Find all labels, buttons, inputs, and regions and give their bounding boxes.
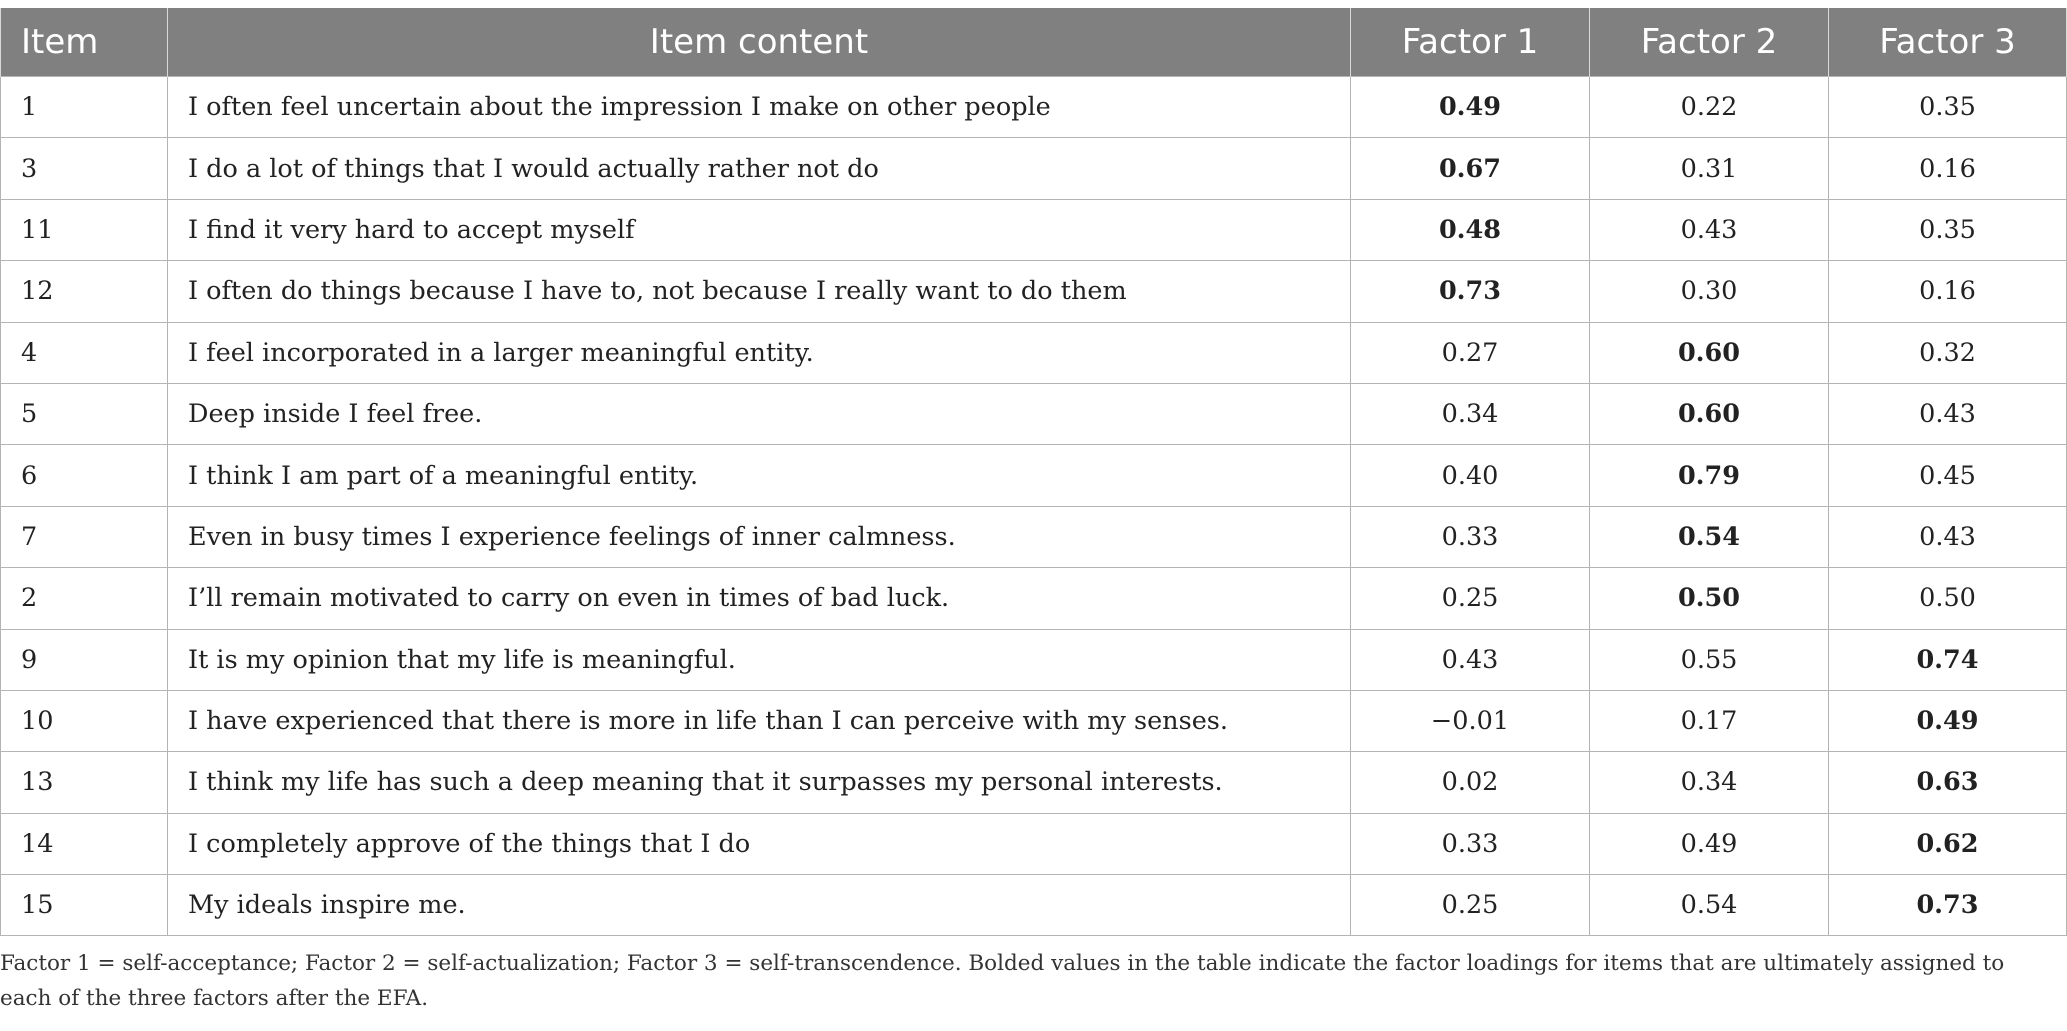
cell-factor-3: 0.16 [1829,138,2067,199]
cell-item-number: 7 [1,506,168,567]
cell-factor-3: 0.63 [1829,752,2067,813]
cell-factor-1: 0.43 [1351,629,1590,690]
cell-factor-1: 0.27 [1351,322,1590,383]
cell-factor-2: 0.54 [1590,506,1829,567]
cell-factor-1: 0.73 [1351,261,1590,322]
cell-factor-3: 0.49 [1829,690,2067,751]
cell-factor-2: 0.49 [1590,813,1829,874]
cell-item-content: I’ll remain motivated to carry on even in times of bad luck. [168,568,1351,629]
table-row [1,629,2067,690]
cell-item-number: 12 [1,261,168,322]
cell-item-number: 10 [1,690,168,751]
header-item-content: Item content [168,8,1351,77]
cell-factor-2: 0.31 [1590,138,1829,199]
cell-factor-2: 0.54 [1590,875,1829,936]
table-row [1,445,2067,506]
table-row [1,138,2067,199]
table-row [1,199,2067,260]
cell-item-number: 4 [1,322,168,383]
cell-item-content: Even in busy times I experience feelings of inner calmness. [168,506,1351,567]
cell-factor-3: 0.35 [1829,77,2067,138]
cell-item-number: 11 [1,199,168,260]
table-row [1,690,2067,751]
cell-item-content: Deep inside I feel free. [168,383,1351,444]
cell-factor-1: 0.25 [1351,568,1590,629]
cell-factor-2: 0.79 [1590,445,1829,506]
header-factor-3: Factor 3 [1829,8,2067,77]
table-row [1,813,2067,874]
cell-item-number: 9 [1,629,168,690]
cell-item-number: 2 [1,568,168,629]
cell-factor-3: 0.32 [1829,322,2067,383]
cell-item-number: 14 [1,813,168,874]
cell-factor-1: 0.33 [1351,813,1590,874]
cell-item-number: 3 [1,138,168,199]
cell-factor-1: 0.48 [1351,199,1590,260]
cell-item-number: 1 [1,77,168,138]
table-row [1,568,2067,629]
cell-factor-3: 0.35 [1829,199,2067,260]
cell-item-content: I feel incorporated in a larger meaningful entity. [168,322,1351,383]
cell-factor-2: 0.50 [1590,568,1829,629]
cell-factor-3: 0.50 [1829,568,2067,629]
cell-item-content: I think I am part of a meaningful entity. [168,445,1351,506]
table-row [1,77,2067,138]
cell-factor-2: 0.43 [1590,199,1829,260]
factor-loadings-table-wrapper [0,8,2067,936]
cell-item-content: I often do things because I have to, not because I really want to do them [168,261,1351,322]
cell-factor-3: 0.45 [1829,445,2067,506]
cell-factor-3: 0.16 [1829,261,2067,322]
cell-factor-1: 0.33 [1351,506,1590,567]
table-row [1,322,2067,383]
cell-factor-2: 0.55 [1590,629,1829,690]
cell-factor-1: 0.25 [1351,875,1590,936]
table-footnote: Factor 1 = self-acceptance; Factor 2 = self-actualization; Factor 3 = self-transcendence. Bolded values in the table indicate the factor loadings for items that are ultimately assigned to each of the three factors after the EFA. [0,951,2005,1011]
header-row [1,8,2067,77]
cell-factor-2: 0.17 [1590,690,1829,751]
table-row [1,752,2067,813]
cell-factor-3: 0.62 [1829,813,2067,874]
cell-factor-1: 0.49 [1351,77,1590,138]
cell-item-number: 5 [1,383,168,444]
cell-factor-3: 0.73 [1829,875,2067,936]
cell-factor-2: 0.60 [1590,383,1829,444]
cell-item-content: I often feel uncertain about the impression I make on other people [168,77,1351,138]
cell-item-content: I have experienced that there is more in life than I can perceive with my senses. [168,690,1351,751]
header-item: Item [1,8,168,77]
header-factor-1: Factor 1 [1351,8,1590,77]
cell-factor-1: −0.01 [1351,690,1590,751]
cell-factor-2: 0.60 [1590,322,1829,383]
cell-factor-3: 0.43 [1829,506,2067,567]
cell-item-content: I think my life has such a deep meaning that it surpasses my personal interests. [168,752,1351,813]
cell-factor-3: 0.74 [1829,629,2067,690]
cell-factor-2: 0.22 [1590,77,1829,138]
cell-factor-1: 0.02 [1351,752,1590,813]
table-row [1,506,2067,567]
cell-factor-3: 0.43 [1829,383,2067,444]
cell-item-content: I completely approve of the things that I do [168,813,1351,874]
cell-item-content: I do a lot of things that I would actually rather not do [168,138,1351,199]
cell-factor-1: 0.40 [1351,445,1590,506]
cell-factor-2: 0.34 [1590,752,1829,813]
table-header [1,8,2067,77]
table-body [1,77,2067,936]
cell-item-content: I find it very hard to accept myself [168,199,1351,260]
cell-item-number: 6 [1,445,168,506]
cell-factor-2: 0.30 [1590,261,1829,322]
table-row [1,875,2067,936]
factor-loadings-table [0,8,2067,936]
cell-factor-1: 0.34 [1351,383,1590,444]
cell-item-content: It is my opinion that my life is meaningful. [168,629,1351,690]
header-factor-2: Factor 2 [1590,8,1829,77]
table-row [1,383,2067,444]
cell-factor-1: 0.67 [1351,138,1590,199]
cell-item-content: My ideals inspire me. [168,875,1351,936]
cell-item-number: 15 [1,875,168,936]
table-row [1,261,2067,322]
cell-item-number: 13 [1,752,168,813]
